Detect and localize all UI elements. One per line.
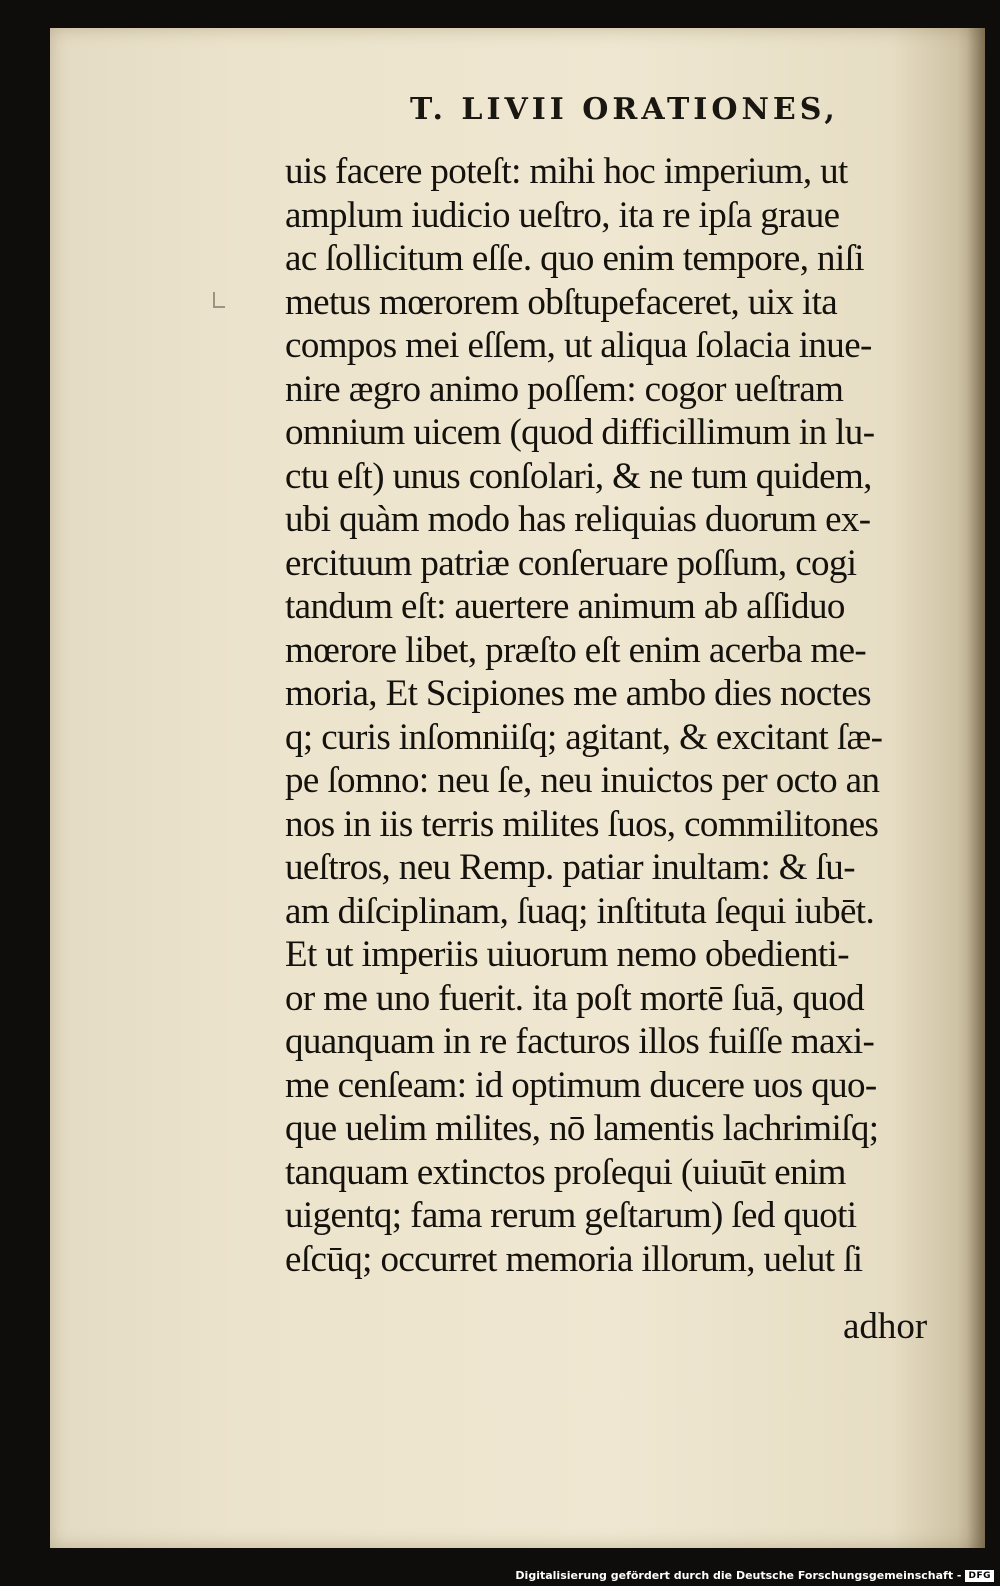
- text-line: omnium uicem (quod difficillimum in lu-: [285, 412, 875, 453]
- text-line: or me uno fuerit. ita poſt mortē ſuā, quod: [285, 977, 864, 1019]
- text-line: nos in iis terris milites ſuos, commilitones: [285, 803, 879, 845]
- text-body: [285, 150, 955, 1281]
- text-line: eſcūq; occurret memoria illorum, uelut ſi: [285, 1238, 863, 1280]
- digitization-footer: [515, 1569, 994, 1582]
- text-line: compos mei eſſem, ut aliqua ſolacia inue-: [285, 325, 872, 366]
- text-line: ercituum patriæ conſeruare poſſum, cogi: [285, 542, 857, 584]
- text-line: ubi quàm modo has reliquias duorum ex-: [285, 499, 871, 540]
- margin-mark: [213, 292, 225, 308]
- text-line: q; curis inſomniiſq; agitant, & excitant ſæ-: [285, 716, 883, 758]
- text-line: uis facere poteſt: mihi hoc imperium, ut: [285, 151, 848, 192]
- text-line: metus mœrorem obſtupefaceret, uix ita: [285, 281, 838, 323]
- text-line: ac ſollicitum eſſe. quo enim tempore, niſi: [285, 238, 864, 279]
- text-line: ctu eſt) unus conſolari, & ne tum quidem,: [285, 455, 872, 497]
- text-line: amplum iudicio ueſtro, ita re ipſa graue: [285, 194, 840, 236]
- catchword: adhor: [843, 1306, 928, 1347]
- footer-text: Digitalisierung gefördert durch die Deutsche Forschungsgemeinschaft -: [515, 1569, 962, 1582]
- text-line: am diſciplinam, ſuaq; inſtituta ſequi iubēt.: [285, 890, 875, 932]
- text-line: quanquam in re facturos illos fuiſſe maxi-: [285, 1021, 875, 1062]
- text-line: pe ſomno: neu ſe, neu inuictos per octo an: [285, 760, 880, 801]
- text-line: uigentq; fama rerum geſtarum) ſed quoti: [285, 1195, 857, 1236]
- text-line: moria, Et Scipiones me ambo dies noctes: [285, 673, 871, 714]
- text-line: ueſtros, neu Remp. patiar inultam: & ſu-: [285, 847, 855, 888]
- text-line: me cenſeam: id optimum ducere uos quo-: [285, 1064, 877, 1106]
- text-line: Et ut imperiis uiuorum nemo obedienti-: [285, 934, 849, 975]
- text-line: nire ægro animo poſſem: cogor ueſtram: [285, 368, 844, 410]
- text-line: mœrore libet, præſto eſt enim acerba me-: [285, 629, 867, 671]
- running-header: T. LIVII ORATIONES,: [410, 92, 839, 127]
- dfg-logo: DFG: [965, 1570, 994, 1582]
- text-line: tanquam extinctos proſequi (uiuūt enim: [285, 1151, 846, 1193]
- text-line: que uelim milites, nō lamentis lachrimiſq;: [285, 1108, 879, 1149]
- text-line: tandum eſt: auertere animum ab aſſiduo: [285, 586, 845, 627]
